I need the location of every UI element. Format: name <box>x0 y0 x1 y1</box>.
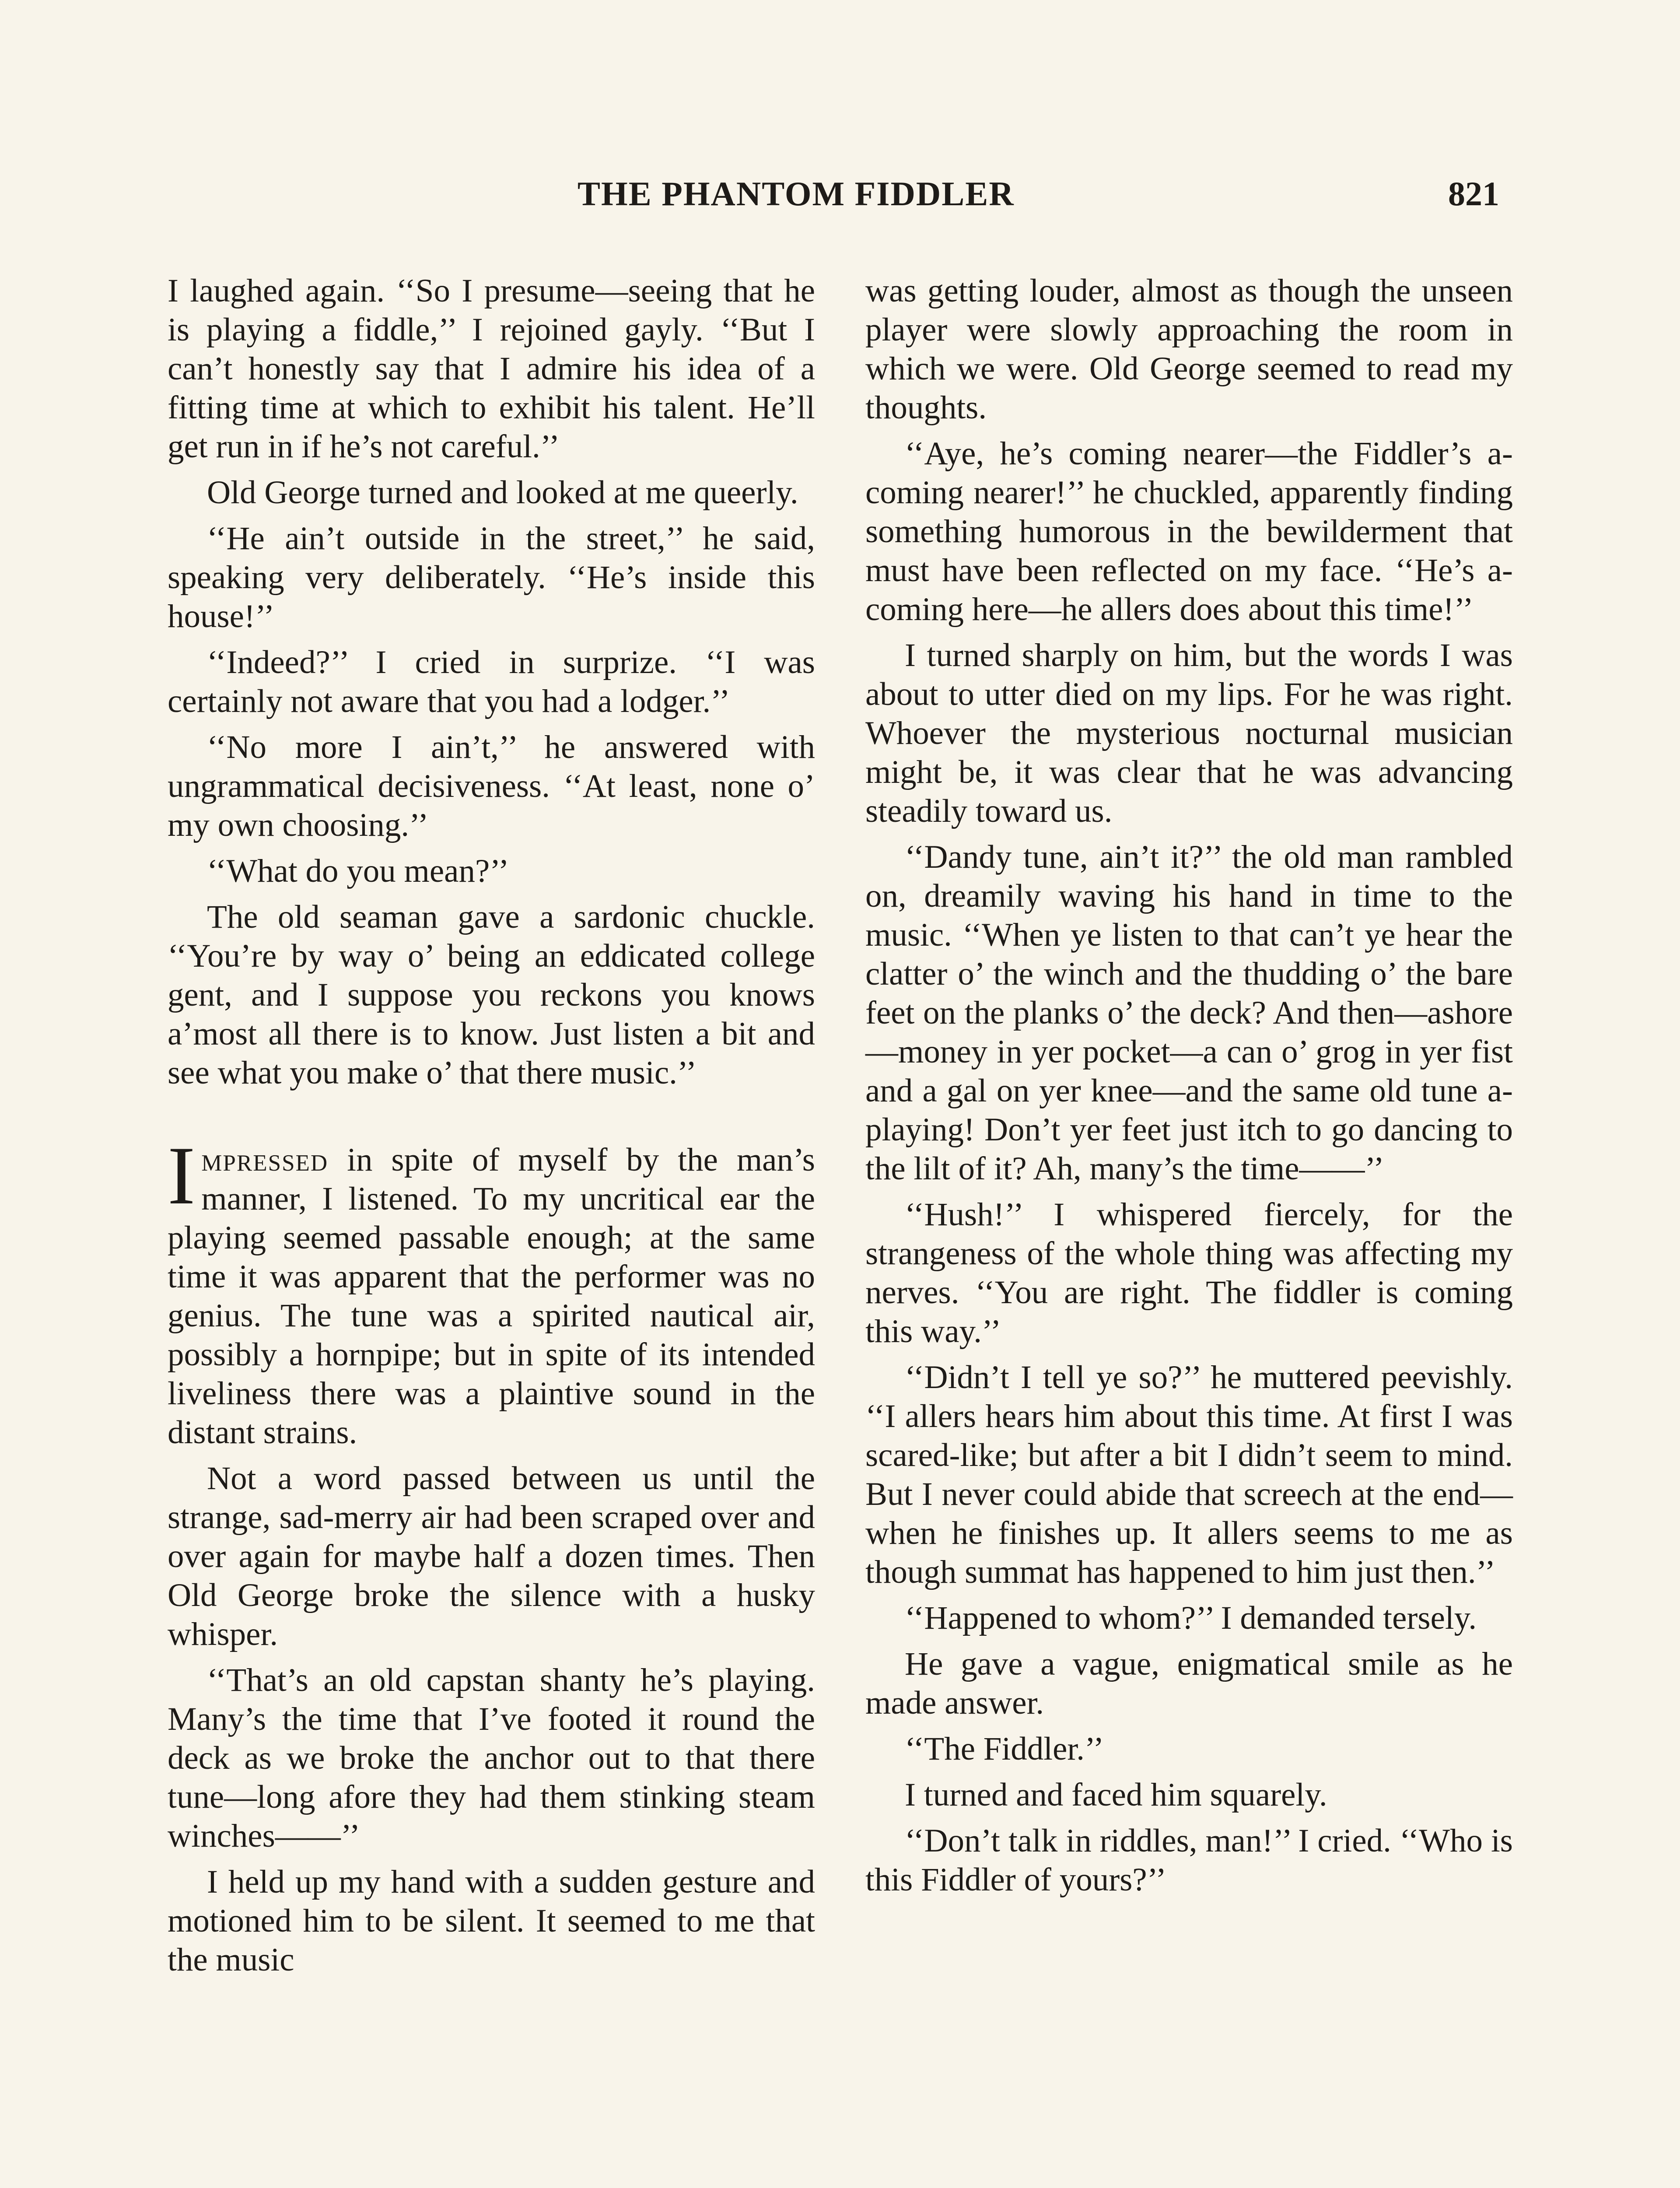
drop-cap: I <box>168 1130 196 1222</box>
paragraph: ‘‘No more I ain’t,’’ he answered with ungrammatical decisiveness. ‘‘At least, none o’ my own choosing.’’ <box>168 729 815 843</box>
paragraph: ‘‘That’s an old capstan shanty he’s playing. Many’s the time that I’ve footed it round the deck as we broke the anchor out to that there tune—long afore they had them stinking steam winches——’’ <box>168 1662 815 1854</box>
paragraph: I held up my hand with a sudden gesture and motioned him to be silent. It seemed to me that the music <box>168 1864 815 1978</box>
paragraph: I turned and faced him squarely. <box>905 1777 1327 1813</box>
paragraph: ‘‘The Fiddler.’’ <box>905 1731 1104 1767</box>
section-text: in spite of myself by the man’s manner, I listened. To my uncritical ear the playing seemed passable enough; at the same time it was apparent that the performer was no genius. The tune was a spirited nautical air, possibly a hornpipe; but in spite of its intended liveliness there was a plaintive sound in the distant strains. <box>168 1142 815 1451</box>
page-number: 821 <box>1448 175 1499 213</box>
paragraph: I turned sharply on him, but the words I was about to utter died on my lips. For he was right. Whoever the mysterious nocturnal musician might be, it was clear that he was advancing steadily toward us. <box>865 637 1513 829</box>
paragraph: ‘‘Didn’t I tell ye so?’’ he muttered peevishly. ‘‘I allers hears him about this time. At first I was scared-like; but after a bit I didn’t seem to mind. But I never could abide that screech at the end—when he finishes up. It allers seems to me as though summat has happened to him just then.’’ <box>865 1359 1513 1590</box>
paragraph: Old George turned and looked at me queerly. <box>207 474 798 511</box>
paragraph: ‘‘He ain’t outside in the street,’’ he said, speaking very deliberately. ‘‘He’s inside this house!’’ <box>168 520 815 635</box>
paragraph: The old seaman gave a sardonic chuckle. ‘‘You’re by way o’ being an eddicated college gent, and I suppose you reckons you knows a’most all there is to know. Just listen a bit and see what you make o’ that there music.’’ <box>168 899 815 1091</box>
paragraph: ‘‘Hush!’’ I whispered fiercely, for the strangeness of the whole thing was affecting my nerves. ‘‘You are right. The fiddler is coming this way.’’ <box>865 1196 1513 1350</box>
paragraph: Not a word passed between us until the strange, sad-merry air had been scraped over and over again for maybe half a dozen times. Then Old George broke the silence with a husky whisper. <box>168 1460 815 1652</box>
running-title: THE PHANTOM FIDDLER <box>578 175 1015 213</box>
paragraph: ‘‘What do you mean?’’ <box>207 853 509 889</box>
paragraph: ‘‘Dandy tune, ain’t it?’’ the old man rambled on, dreamily waving his hand in time to the music. ‘‘When ye listen to that can’t ye hear the clatter o’ the winch and the thudding o’ the bare feet on the planks o’ the deck? And then—ashore—money in yer pocket—a can o’ grog in yer fist and a gal on yer knee—and the same old tune a-playing! Don’t yer feet just itch to go dancing to the lilt of it? Ah, many’s the time——’’ <box>865 839 1513 1187</box>
section-opening-paragraph <box>168 1130 815 1452</box>
paragraph: was getting louder, almost as though the unseen player were slowly approaching the room in which we were. Old George seemed to read my thoughts. <box>865 273 1513 426</box>
paragraph: ‘‘Happened to whom?’’ I demanded tersely. <box>905 1600 1477 1636</box>
paragraph: I laughed again. ‘‘So I presume—seeing that he is playing a fiddle,’’ I rejoined gayly. ‘‘But I can’t honestly say that I admire his idea of a fitting time at which to exhibit his talent. He’ll get run in if he’s not careful.’’ <box>168 273 815 465</box>
small-caps-lead: mpressed <box>201 1142 329 1178</box>
paragraph: ‘‘Indeed?’’ I cried in surprize. ‘‘I was certainly not aware that you had a lodger.’’ <box>168 644 815 719</box>
paragraph: ‘‘Don’t talk in riddles, man!’’ I cried. ‘‘Who is this Fiddler of yours?’’ <box>865 1823 1513 1898</box>
left-column <box>168 271 815 1986</box>
paragraph: ‘‘Aye, he’s coming nearer—the Fiddler’s a-coming nearer!’’ he chuckled, apparently finding something humorous in the bewilderment that must have been reflected on my face. ‘‘He’s a-coming here—he allers does about this time!’’ <box>865 435 1513 628</box>
paragraph: He gave a vague, enigmatical smile as he made answer. <box>865 1646 1513 1721</box>
right-column <box>865 271 1513 1906</box>
